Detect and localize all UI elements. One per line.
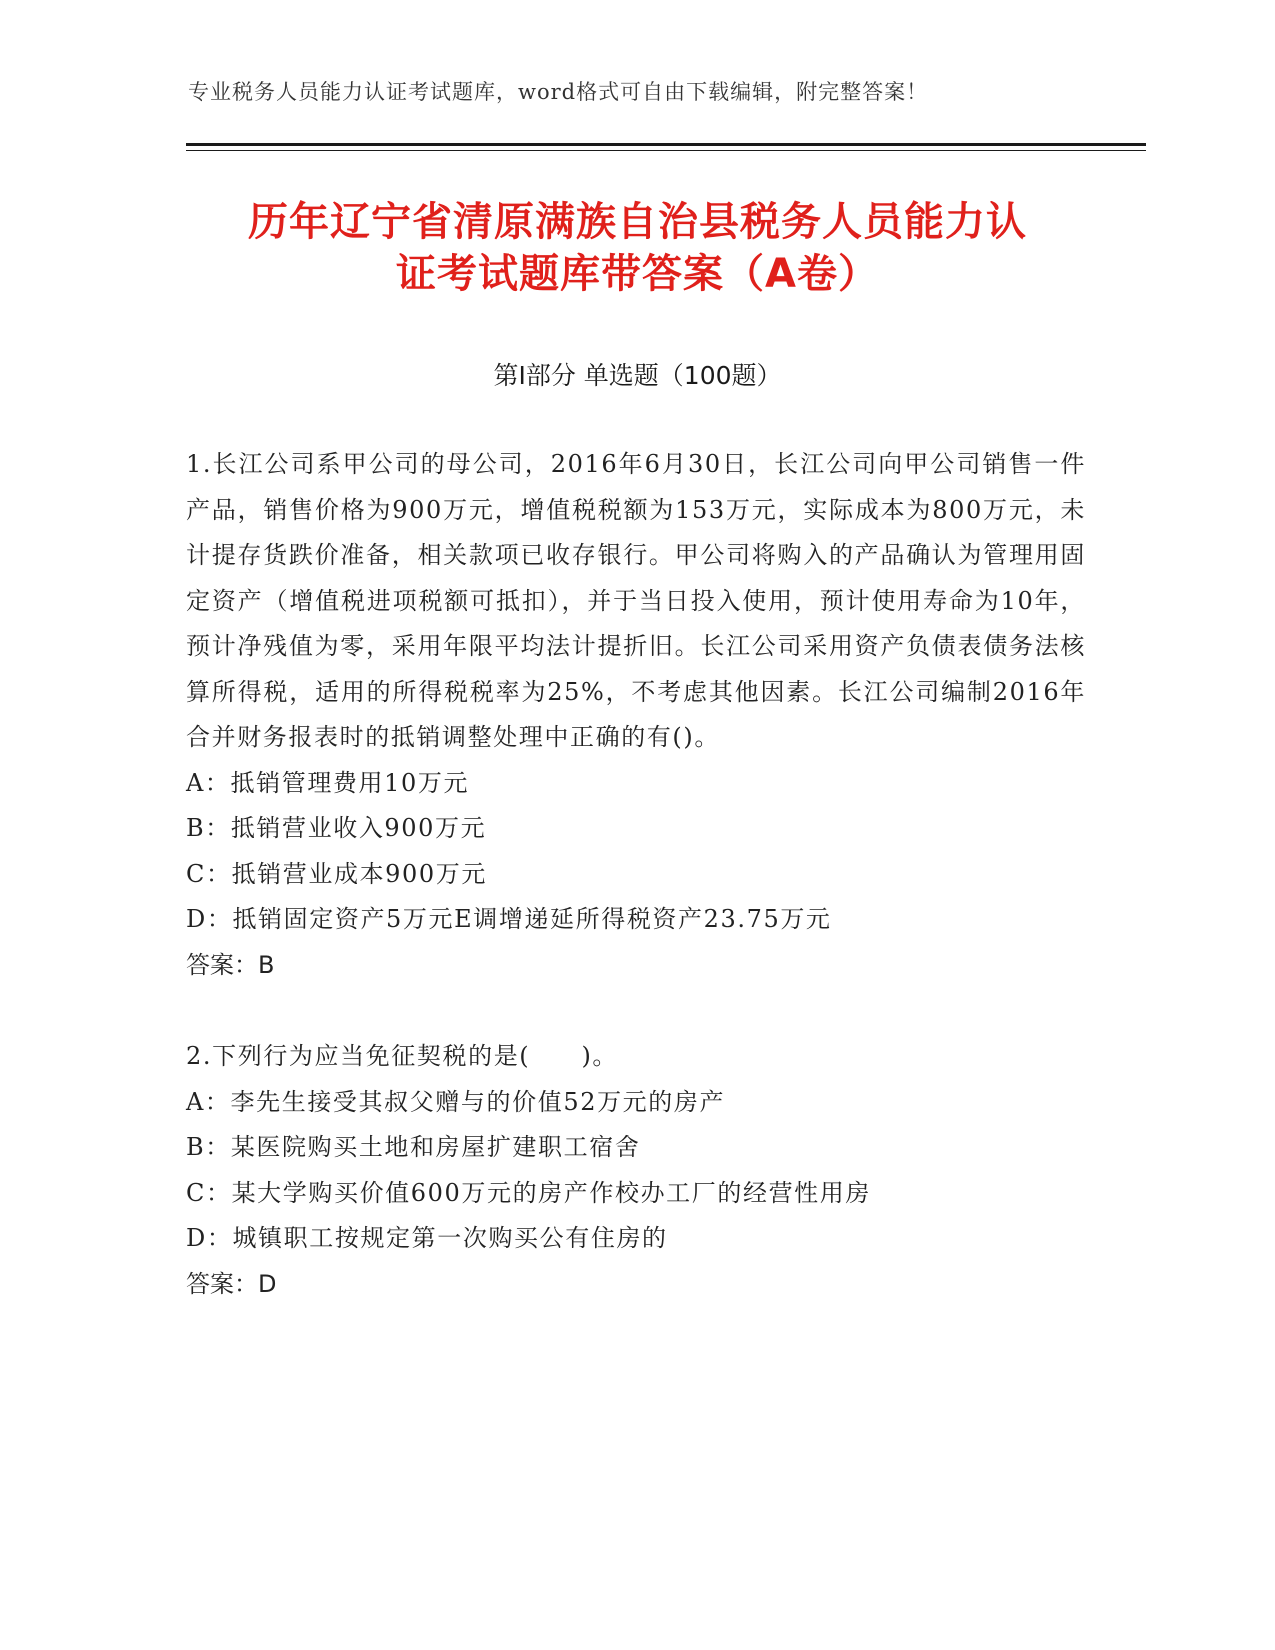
option-a: A：李先生接受其叔父赠与的价值52万元的房产 bbox=[186, 1087, 726, 1116]
section-heading: 第Ⅰ部分 单选题（100题） bbox=[493, 361, 782, 390]
document-title-line-1: 历年辽宁省清原满族自治县税务人员能力认 bbox=[248, 199, 1027, 245]
option-b: B：某医院购买土地和房屋扩建职工宿舍 bbox=[186, 1133, 641, 1161]
option-b: B：抵销营业收入900万元 bbox=[186, 814, 487, 842]
answer-line: 答案：B bbox=[186, 950, 275, 979]
header-divider-thin bbox=[186, 150, 1146, 151]
question-list bbox=[186, 442, 1086, 1307]
option-d: D：城镇职工按规定第一次购买公有住房的 bbox=[186, 1224, 668, 1252]
header-tagline: 专业税务人员能力认证考试题库，word格式可自由下载编辑，附完整答案！ bbox=[188, 80, 929, 104]
option-c: C：抵销营业成本900万元 bbox=[186, 859, 487, 888]
option-d: D：抵销固定资产5万元E调增递延所得税资产23.75万元 bbox=[186, 905, 832, 933]
question-2 bbox=[186, 1034, 1086, 1307]
answer-line: 答案：D bbox=[186, 1269, 277, 1298]
question-1 bbox=[186, 442, 1086, 988]
question-stem: 1.长江公司系甲公司的母公司，2016年6月30日，长江公司向甲公司销售一件产品，销售价格为900万元，增值税税额为153万元，实际成本为800万元，未计提存货跌价准备，相关款项已收存银行。甲公司将购入的产品确认为管理用固定资产（增值税进项税额可抵扣），并于当日投入使用，预计使用寿命为10年，预计净残值为零，采用年限平均法计提折旧。长江公司采用资产负债表债务法核算所得税，适用的所得税税率为25%，不考虑其他因素。长江公司编制2016年合并财务报表时的抵销调整处理中正确的有()。 bbox=[186, 450, 1086, 751]
header-divider-thick bbox=[186, 143, 1146, 146]
option-c: C：某大学购买价值600万元的房产作校办工厂的经营性用房 bbox=[186, 1178, 871, 1207]
document-title-line-2: 证考试题库带答案（A卷） bbox=[396, 251, 879, 297]
document-title bbox=[150, 196, 1125, 300]
option-a: A：抵销管理费用10万元 bbox=[186, 768, 470, 797]
question-stem: 2.下列行为应当免征契税的是( )。 bbox=[186, 1042, 619, 1070]
